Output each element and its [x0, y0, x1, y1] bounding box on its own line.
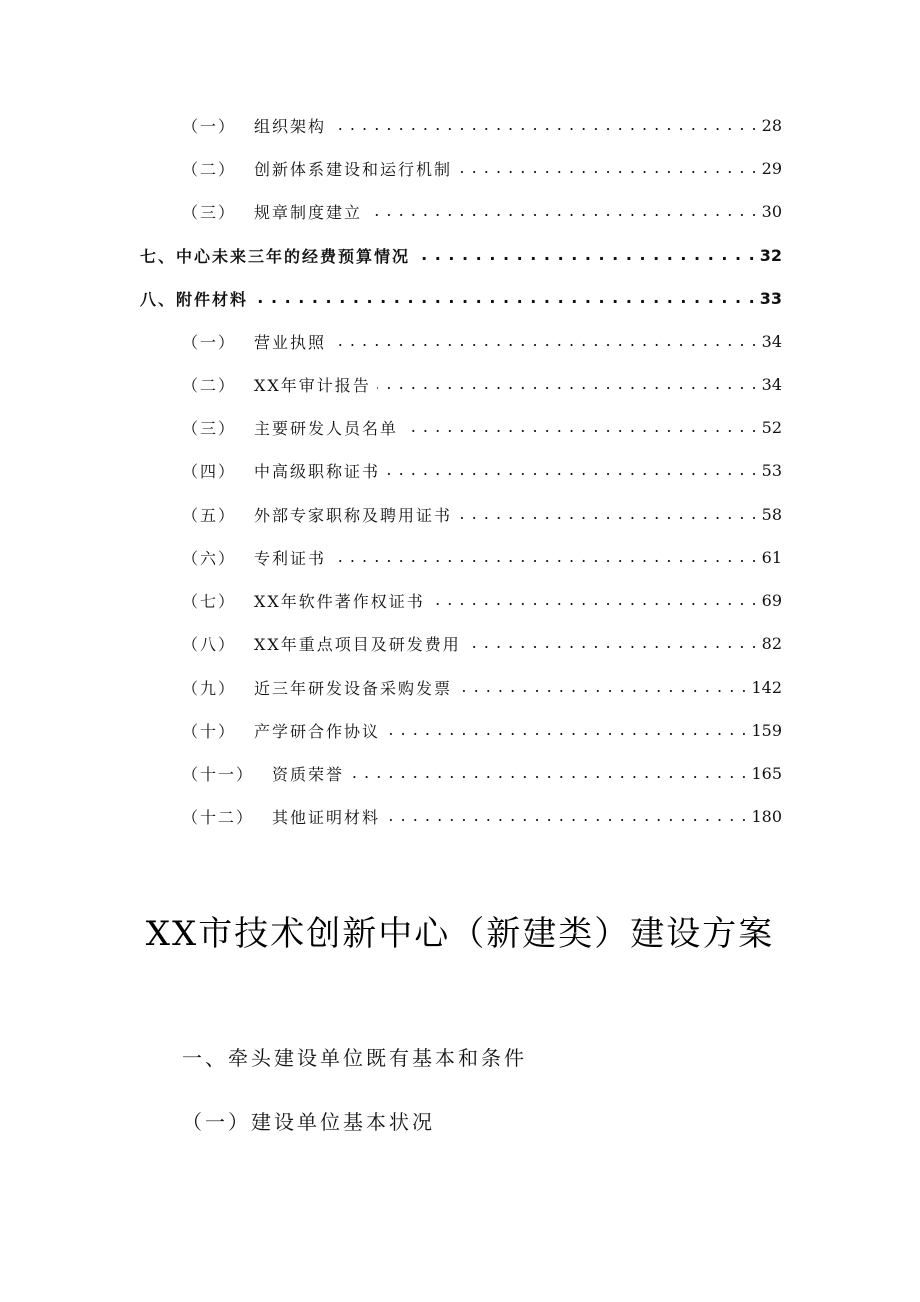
toc-entry-title: 七、中心未来三年的经费预算情况 [140, 246, 411, 266]
toc-dot-leader [458, 502, 758, 526]
toc-entry-title: 中高级职称证书 [254, 461, 381, 481]
toc-entry-title: 创新体系建设和运行机制 [254, 159, 453, 179]
toc-entry-page: 52 [761, 417, 782, 437]
toc-entry[interactable] [182, 458, 782, 482]
toc-entry-number: （三） [182, 202, 237, 222]
toc-dot-leader [431, 588, 758, 612]
toc-entry[interactable] [182, 199, 782, 223]
toc-entry-number: （八） [182, 634, 237, 654]
toc-dot-leader [404, 415, 758, 439]
toc-entry[interactable] [182, 329, 782, 353]
toc-entry-page: 58 [761, 504, 782, 524]
toc-entry-title: XX年审计报告 [254, 375, 371, 395]
toc-entry-title: 八、附件材料 [140, 289, 249, 309]
toc-entry-title: 主要研发人员名单 [254, 418, 399, 438]
toc-dot-leader [386, 804, 747, 828]
toc-entry-title: 组织架构 [254, 116, 327, 136]
toc-entry-title: 资质荣誉 [272, 764, 345, 784]
toc-entry-number: （二） [182, 375, 237, 395]
toc-entry-number: （十） [182, 721, 237, 741]
toc-dot-leader [368, 199, 758, 223]
toc-chapter-entry[interactable] [140, 286, 782, 310]
toc-dot-leader [332, 113, 758, 137]
toc-entry[interactable] [182, 113, 782, 137]
toc-entry-page: 30 [761, 201, 782, 221]
section-heading: 一、牵头建设单位既有基本和条件 [182, 1046, 527, 1070]
toc-dot-leader [254, 286, 756, 310]
toc-dot-leader [332, 545, 758, 569]
toc-entry-page: 29 [761, 158, 782, 178]
toc-entry-page: 142 [751, 677, 782, 697]
toc-entry-number: （十一） [182, 764, 255, 784]
toc-dot-leader [386, 718, 747, 742]
toc-entry[interactable] [182, 156, 782, 180]
toc-entry-page: 69 [761, 590, 782, 610]
toc-entry-title: 专利证书 [254, 548, 327, 568]
toc-entry-page: 82 [761, 633, 782, 653]
toc-entry[interactable] [182, 588, 782, 612]
toc-dot-leader [350, 761, 747, 785]
toc-entry-page: 34 [761, 331, 782, 351]
toc-entry-page: 53 [761, 460, 782, 480]
toc-dot-leader [416, 243, 756, 267]
toc-entry-number: （四） [182, 461, 237, 481]
toc-entry-number: （十二） [182, 807, 255, 827]
toc-entry-number: （一） [182, 332, 237, 352]
toc-entry-page: 165 [751, 763, 782, 783]
toc-dot-leader [467, 631, 758, 655]
toc-dot-leader [332, 329, 758, 353]
toc-entry-title: XX年软件著作权证书 [254, 591, 425, 611]
toc-entry[interactable] [182, 372, 782, 396]
toc-entry[interactable] [182, 804, 782, 828]
toc-dot-leader [458, 675, 747, 699]
subsection-heading: （一）建设单位基本状况 [182, 1110, 435, 1134]
toc-entry-number: （九） [182, 678, 237, 698]
toc-dot-leader [458, 156, 758, 180]
toc-entry-number: （一） [182, 116, 237, 136]
toc-entry-title: 其他证明材料 [272, 807, 381, 827]
toc-entry-page: 33 [759, 288, 782, 308]
toc-entry-page: 28 [761, 115, 782, 135]
toc-entry[interactable] [182, 631, 782, 655]
toc-entry[interactable] [182, 718, 782, 742]
toc-entry[interactable] [182, 415, 782, 439]
toc-entry-title: 规章制度建立 [254, 202, 363, 222]
toc-entry-title: 产学研合作协议 [254, 721, 381, 741]
toc-entry-page: 180 [751, 806, 782, 826]
toc-entry-title: 营业执照 [254, 332, 327, 352]
toc-entry[interactable] [182, 502, 782, 526]
toc-entry-page: 61 [761, 547, 782, 567]
toc-dot-leader [377, 372, 758, 396]
toc-entry-page: 32 [759, 245, 782, 265]
toc-entry-number: （七） [182, 591, 237, 611]
document-title: XX市技术创新中心（新建类）建设方案 [145, 914, 775, 954]
toc-entry-number: （二） [182, 159, 237, 179]
toc-entry-page: 34 [761, 374, 782, 394]
toc-entry-number: （三） [182, 418, 237, 438]
toc-entry-number: （五） [182, 505, 237, 525]
toc-entry[interactable] [182, 545, 782, 569]
toc-entry-title: 外部专家职称及聘用证书 [254, 505, 453, 525]
toc-entry-page: 159 [751, 720, 782, 740]
toc-dot-leader [386, 458, 758, 482]
toc-entry[interactable] [182, 761, 782, 785]
toc-entry[interactable] [182, 675, 782, 699]
toc-entry-number: （六） [182, 548, 237, 568]
toc-chapter-entry[interactable] [140, 243, 782, 267]
toc-entry-title: 近三年研发设备采购发票 [254, 678, 453, 698]
toc-entry-title: XX年重点项目及研发费用 [254, 634, 461, 654]
